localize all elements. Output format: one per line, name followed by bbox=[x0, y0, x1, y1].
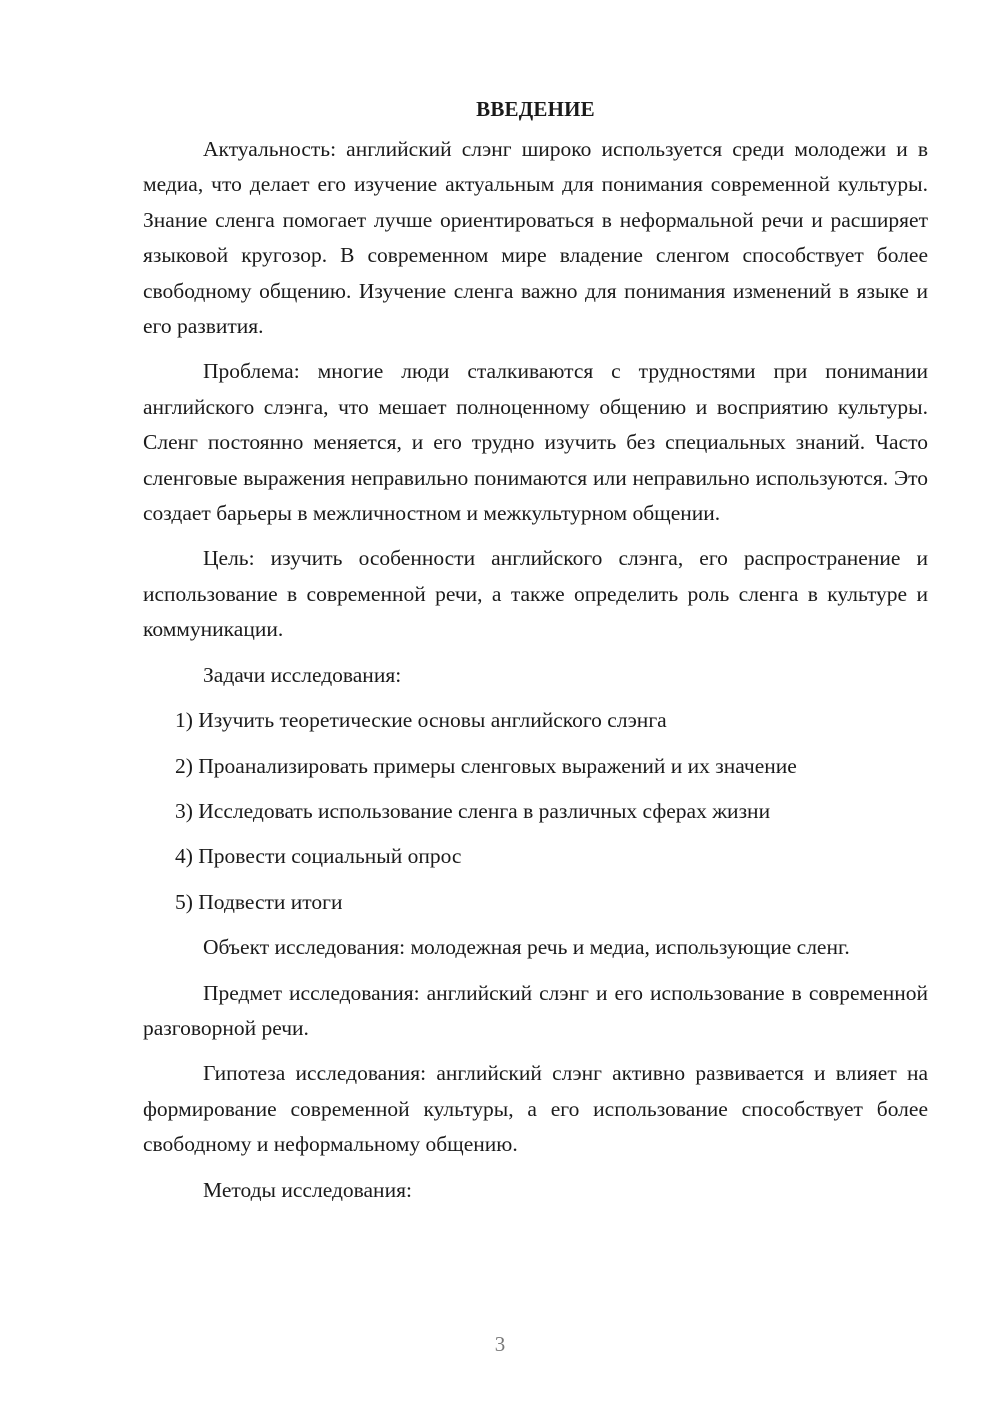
page-title: ВВЕДЕНИЕ bbox=[476, 97, 595, 121]
task-item: 2) Проанализировать примеры сленговых выражений и их значение bbox=[175, 753, 797, 778]
paragraph-relevance: Актуальность: английский слэнг широко используется среди молодежи и в медиа, что делает его изучение актуальным для понимания современной культуры. Знание сленга помогает лучше ориентироваться в неформальной речи и расширяет языковой кругозор. В современном мире владение сленгом способствует более свободному общению. Изучение сленга важно для понимания изменений в языке и его развития. bbox=[143, 137, 928, 339]
document-page bbox=[143, 92, 928, 1208]
page-number: 3 bbox=[494, 1332, 506, 1356]
paragraph-subject: Предмет исследования: английский слэнг и его использование в современной разговорной речи. bbox=[143, 980, 928, 1040]
paragraph-hypothesis: Гипотеза исследования: английский слэнг активно развивается и влияет на формирование современной культуры, а его использование способствует более свободному и неформальному общению. bbox=[143, 1061, 928, 1157]
paragraph-object: Объект исследования: молодежная речь и медиа, использующие сленг. bbox=[203, 935, 850, 960]
paragraph-goal: Цель: изучить особенности английского слэнга, его распространение и использование в современной речи, а также определить роль сленга в культуре и коммуникации. bbox=[143, 546, 928, 642]
task-item: 3) Исследовать использование сленга в различных сферах жизни bbox=[175, 798, 771, 823]
paragraph-problem: Проблема: многие люди сталкиваются с трудностями при понимании английского слэнга, что мешает полноценному общению и восприятию культуры. Сленг постоянно меняется, и его трудно изучить без специальных знаний. Часто сленговые выражения неправильно понимаются или неправильно используются. Это создает барьеры в межличностном и межкультурном общении. bbox=[143, 359, 928, 526]
task-item: 1) Изучить теоретические основы английского слэнга bbox=[175, 708, 667, 733]
task-list bbox=[143, 703, 928, 920]
tasks-label: Задачи исследования: bbox=[203, 662, 402, 687]
task-item: 5) Подвести итоги bbox=[175, 889, 343, 914]
task-item: 4) Провести социальный опрос bbox=[175, 844, 462, 869]
methods-label: Методы исследования: bbox=[203, 1177, 412, 1202]
